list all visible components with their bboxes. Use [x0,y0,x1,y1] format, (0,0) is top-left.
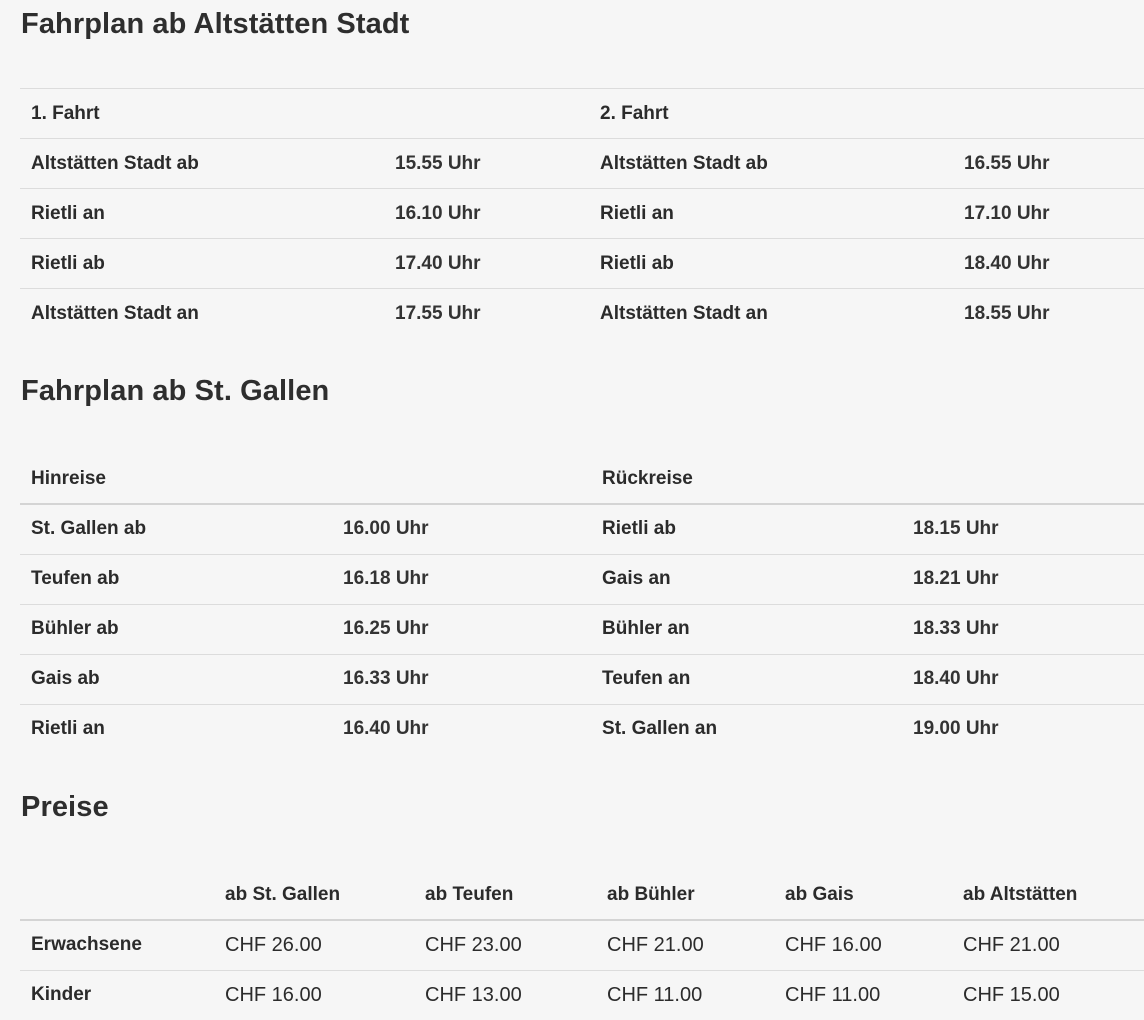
stop-time: 16.40 Uhr [343,718,429,740]
column-header: ab St. Gallen [214,870,414,920]
stop-name: Gais an [591,554,902,604]
table-row [20,604,1144,654]
stop-time: 15.55 Uhr [384,139,589,189]
column-header: Rückreise [591,454,1144,504]
stop-time: 16.00 Uhr [332,504,591,554]
section-title-altstaetten: Fahrplan ab Altstätten Stadt [21,8,410,40]
column-header: ab Teufen [414,870,596,920]
column-header: 2. Fahrt [589,89,1144,139]
stop-name: St. Gallen an [602,718,718,740]
stop-name: Rietli ab [20,239,384,289]
table-row [20,504,1144,554]
table-row [20,554,1144,604]
stop-time: 19.00 Uhr [913,718,999,740]
stop-name: Altstätten Stadt an [600,302,768,324]
table-row [20,189,1144,239]
price-value: CHF 26.00 [214,920,414,970]
section-title-st-gallen: Fahrplan ab St. Gallen [21,375,330,407]
column-header: 1. Fahrt [20,89,589,139]
stop-name: Bühler an [591,604,902,654]
passenger-type: Kinder [31,984,92,1006]
stop-time: 17.55 Uhr [395,302,481,324]
table-header-row [20,454,1144,504]
stop-time: 18.21 Uhr [902,554,1144,604]
timetable-st-gallen [20,454,1144,754]
timetable-altstaetten [20,88,1144,339]
stop-name: Rietli an [31,718,105,740]
price-value: CHF 15.00 [963,983,1060,1006]
price-value: CHF 16.00 [774,920,952,970]
stop-name: Rietli ab [589,239,953,289]
table-row [20,970,1144,1020]
section-title-preise: Preise [21,791,109,823]
stop-name: Teufen an [591,654,902,704]
table-header-row [20,89,1144,139]
stop-time: 16.10 Uhr [384,189,589,239]
stop-name: Rietli an [20,189,384,239]
price-value: CHF 23.00 [414,920,596,970]
stop-name: Teufen ab [20,554,332,604]
price-value: CHF 16.00 [225,983,322,1006]
stop-time: 16.25 Uhr [332,604,591,654]
table-row [20,920,1144,970]
column-header: Hinreise [20,454,591,504]
stop-name: St. Gallen ab [20,504,332,554]
price-value: CHF 13.00 [425,983,522,1006]
price-value: CHF 11.00 [607,983,703,1006]
stop-time: 16.18 Uhr [332,554,591,604]
price-table [20,870,1144,1020]
stop-time: 18.33 Uhr [902,604,1144,654]
stop-name: Bühler ab [20,604,332,654]
stop-name: Altstätten Stadt ab [20,139,384,189]
stop-time: 18.55 Uhr [964,302,1050,324]
price-value: CHF 21.00 [952,920,1144,970]
table-row [20,239,1144,289]
stop-time: 16.33 Uhr [332,654,591,704]
stop-time: 18.40 Uhr [953,239,1144,289]
column-header: ab Gais [774,870,952,920]
stop-name: Rietli an [589,189,953,239]
passenger-type: Erwachsene [20,920,214,970]
table-row [20,289,1144,339]
stop-name: Altstätten Stadt an [31,302,199,324]
stop-name: Altstätten Stadt ab [589,139,953,189]
stop-time: 17.10 Uhr [953,189,1144,239]
column-header: ab Altstätten [952,870,1144,920]
stop-name: Gais ab [20,654,332,704]
price-value: CHF 21.00 [596,920,774,970]
column-header [20,870,214,920]
stop-time: 18.40 Uhr [902,654,1144,704]
stop-name: Rietli ab [591,504,902,554]
stop-time: 16.55 Uhr [953,139,1144,189]
price-value: CHF 11.00 [785,983,881,1006]
table-row [20,139,1144,189]
table-header-row [20,870,1144,920]
stop-time: 17.40 Uhr [384,239,589,289]
column-header: ab Bühler [596,870,774,920]
table-row [20,704,1144,754]
stop-time: 18.15 Uhr [902,504,1144,554]
table-row [20,654,1144,704]
